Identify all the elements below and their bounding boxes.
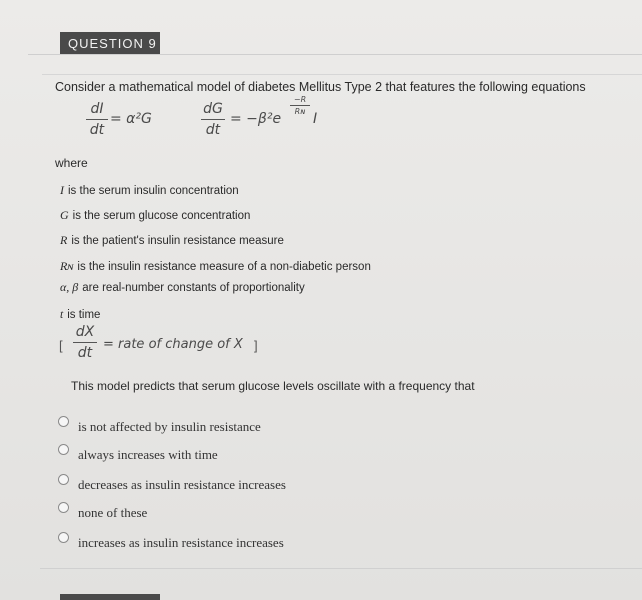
question-stem: This model predicts that serum glucose levels oscillate with a frequency that bbox=[71, 379, 475, 393]
equation-rhs: = α²G bbox=[110, 111, 152, 127]
definition-item bbox=[60, 280, 305, 295]
option-label[interactable]: none of these bbox=[78, 505, 148, 520]
exponent-fraction bbox=[290, 95, 310, 116]
definition-text: is the serum glucose concentration bbox=[72, 210, 251, 222]
fraction-numerator: dI bbox=[90, 101, 104, 117]
question-prompt: Consider a mathematical model of diabetes Mellitus Type 2 that features the following equations bbox=[55, 80, 586, 94]
definition-text: are real-number constants of proportionality bbox=[82, 282, 305, 294]
definition-text: is time bbox=[67, 309, 101, 321]
definition-item bbox=[60, 208, 250, 223]
definition-symbol: Rɴ bbox=[60, 259, 74, 273]
definition-symbol: t bbox=[60, 309, 64, 321]
definition-symbol: α, β bbox=[60, 280, 79, 294]
option-label[interactable]: is not affected by insulin resistance bbox=[78, 419, 261, 434]
rate-note-text: = rate of change of X bbox=[103, 337, 243, 352]
fraction-denominator: dt bbox=[77, 345, 93, 361]
definition-item bbox=[60, 183, 239, 198]
equation-rhs-insulin: I bbox=[313, 111, 318, 127]
radio-button[interactable] bbox=[58, 474, 69, 485]
definition-text: is the serum insulin concentration bbox=[68, 185, 239, 197]
fraction-numerator: dX bbox=[75, 324, 95, 340]
rate-note-close-bracket: ] bbox=[254, 338, 258, 353]
exponent-denominator: Rɴ bbox=[294, 107, 306, 116]
option-label[interactable]: always increases with time bbox=[78, 447, 218, 462]
definition-symbol: G bbox=[60, 208, 69, 222]
question-box-border bbox=[42, 74, 642, 75]
fraction-bar bbox=[86, 119, 108, 120]
question-header: QUESTION 9 bbox=[60, 32, 160, 54]
definition-symbol: R bbox=[60, 233, 68, 247]
option-label[interactable]: increases as insulin resistance increases bbox=[78, 535, 284, 550]
definition-item bbox=[60, 259, 371, 274]
fraction-dX-dt bbox=[73, 324, 97, 361]
exponent-numerator: −R bbox=[293, 95, 307, 104]
definition-item bbox=[60, 233, 284, 248]
fraction-numerator: dG bbox=[203, 101, 223, 117]
option-label[interactable]: decreases as insulin resistance increases bbox=[78, 477, 286, 492]
where-label: where bbox=[55, 156, 88, 170]
radio-button[interactable] bbox=[58, 502, 69, 513]
radio-button[interactable] bbox=[58, 532, 69, 543]
fraction-denominator: dt bbox=[89, 122, 105, 138]
fraction-bar bbox=[201, 119, 225, 120]
definition-text: is the insulin resistance measure of a non-diabetic person bbox=[77, 261, 371, 273]
radio-button[interactable] bbox=[58, 416, 69, 427]
next-question-header bbox=[60, 594, 160, 600]
equation-rhs: = −β²e bbox=[230, 111, 282, 127]
definition-text: is the patient's insulin resistance measure bbox=[71, 235, 284, 247]
radio-button[interactable] bbox=[58, 444, 69, 455]
time-definition bbox=[60, 309, 100, 321]
exponent-bar bbox=[290, 105, 310, 106]
rate-note-open-bracket: [ bbox=[59, 338, 63, 353]
fraction-denominator: dt bbox=[205, 122, 221, 138]
fraction-bar bbox=[73, 342, 97, 343]
question-box-bottom-border bbox=[40, 568, 642, 569]
header-divider bbox=[28, 54, 642, 55]
fraction-dI-dt bbox=[86, 101, 108, 138]
fraction-dG-dt bbox=[201, 101, 225, 138]
definition-symbol: I bbox=[60, 183, 64, 197]
